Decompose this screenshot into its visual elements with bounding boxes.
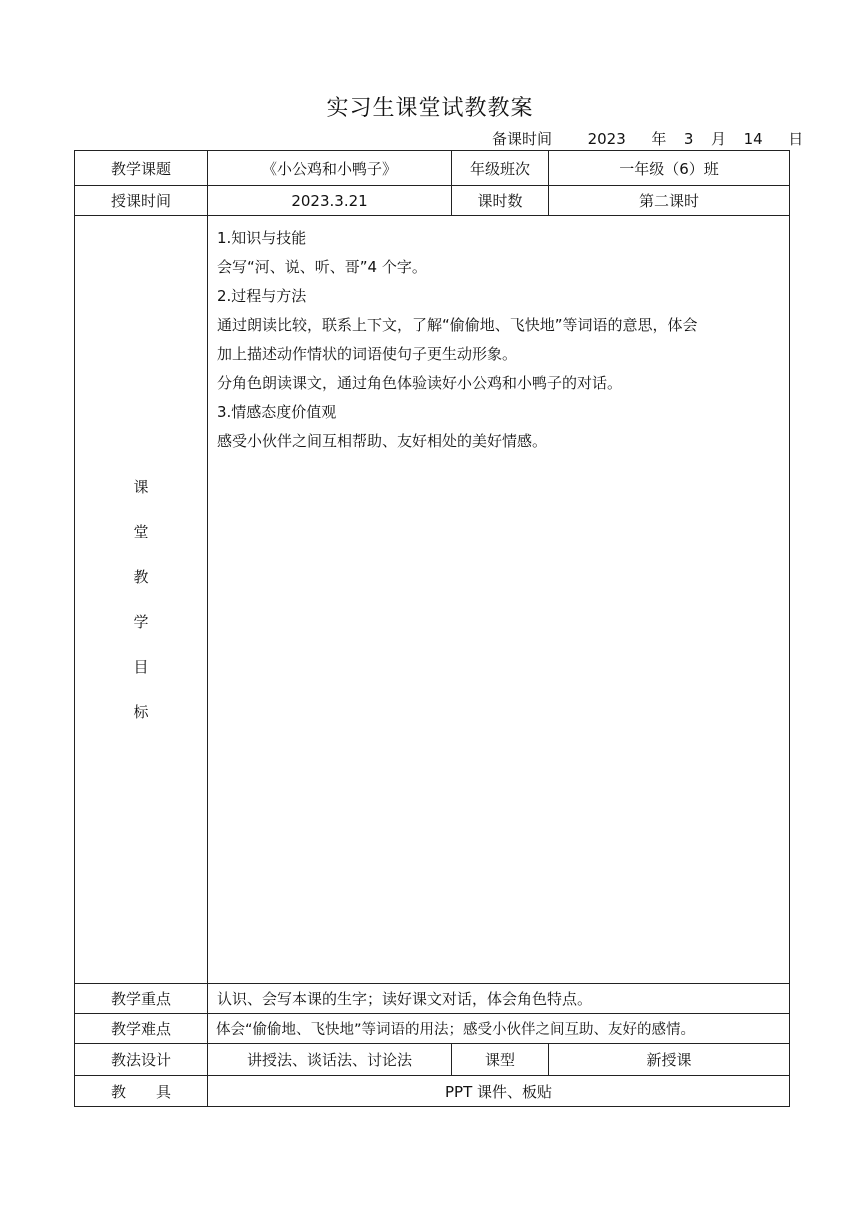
- type-label: 课型: [452, 1044, 549, 1076]
- objectives-label-char: 教: [133, 567, 149, 586]
- prep-month: 3: [683, 130, 694, 148]
- objectives-label-char: 目: [133, 657, 149, 676]
- objective-line: 加上描述动作情状的词语使句子更生动形象。: [217, 345, 518, 363]
- grade-label: 年级班次: [452, 151, 549, 186]
- table-row: [75, 1044, 790, 1076]
- focus-value: 认识、会写本课的生字；读好课文对话，体会角色特点。: [208, 984, 790, 1014]
- prep-day: 14: [743, 130, 763, 148]
- prep-year: 2023: [587, 130, 626, 148]
- document-title: 实习生课堂试教教案: [326, 96, 534, 121]
- table-row: [75, 186, 790, 216]
- objectives-label: [75, 216, 208, 984]
- time-value: 2023.3.21: [208, 186, 452, 216]
- method-value: 讲授法、谈话法、讨论法: [208, 1044, 452, 1076]
- objective-line: 1.知识与技能: [217, 229, 307, 247]
- objectives-label-char: 课: [133, 477, 149, 496]
- tools-value: PPT 课件、板贴: [208, 1076, 790, 1107]
- table-row: [75, 1014, 790, 1044]
- objective-line: 会写“河、说、听、哥”4 个字。: [217, 258, 427, 276]
- topic-value: 《小公鸡和小鸭子》: [208, 151, 452, 186]
- period-value: 第二课时: [549, 186, 790, 216]
- table-row: [75, 151, 790, 186]
- objective-line: 通过朗读比较，联系上下文，了解“偷偷地、飞快地”等词语的意思，体会: [217, 316, 698, 334]
- table-row: [75, 216, 790, 984]
- objectives-label-char: 标: [133, 702, 149, 721]
- grade-value: 一年级（6）班: [549, 151, 790, 186]
- objective-line: 分角色朗读课文，通过角色体验读好小公鸡和小鸭子的对话。: [217, 374, 623, 392]
- objectives-label-char: 学: [133, 612, 149, 631]
- prep-date-label: 备课时间: [492, 130, 553, 148]
- difficulty-label: 教学难点: [75, 1014, 208, 1044]
- focus-label: 教学重点: [75, 984, 208, 1014]
- prep-year-unit: 年: [651, 130, 667, 148]
- table-row: [75, 1076, 790, 1107]
- lesson-plan-table: [74, 150, 790, 1107]
- type-value: 新授课: [549, 1044, 790, 1076]
- table-row: [75, 984, 790, 1014]
- period-label: 课时数: [452, 186, 549, 216]
- objectives-label-char: 堂: [133, 522, 149, 541]
- prep-month-unit: 月: [711, 130, 727, 148]
- prep-day-unit: 日: [788, 130, 804, 148]
- objective-line: 感受小伙伴之间互相帮助、友好相处的美好情感。: [217, 432, 548, 450]
- prep-date-line: [492, 128, 803, 149]
- objective-line: 3.情感态度价值观: [217, 403, 337, 421]
- method-label: 教法设计: [75, 1044, 208, 1076]
- topic-label: 教学课题: [75, 151, 208, 186]
- difficulty-value: 体会“偷偷地、飞快地”等词语的用法；感受小伙伴之间互助、友好的感情。: [208, 1014, 790, 1044]
- tools-label: 教 具: [75, 1076, 208, 1107]
- objective-line: 2.过程与方法: [217, 287, 307, 305]
- objectives-content: [208, 216, 790, 984]
- time-label: 授课时间: [75, 186, 208, 216]
